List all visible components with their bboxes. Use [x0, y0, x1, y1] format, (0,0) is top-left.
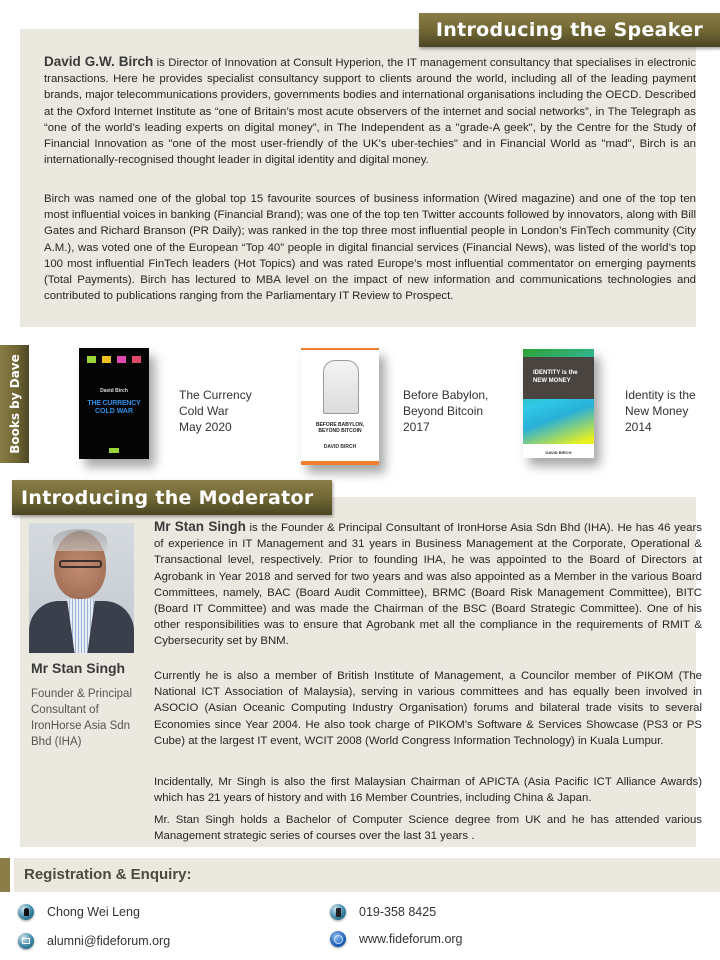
registration-accent-bar: [0, 858, 10, 892]
person-icon: [18, 904, 34, 920]
moderator-header-text: Introducing the Moderator: [21, 486, 314, 509]
moderator-title: [31, 686, 132, 750]
speaker-name: David G.W. Birch: [44, 54, 154, 69]
ship-graphic: [109, 448, 119, 453]
book-2-title-line-2: Beyond Bitcoin: [403, 404, 484, 418]
contact-website-link[interactable]: www.fideforum.org: [359, 932, 463, 946]
book-2-title-line-1: Before Babylon,: [403, 388, 489, 402]
moderator-bio-para-2: Currently he is also a member of British Institute of Management, a Councilor member of PIKOM (The National ICT Association of Malaysia), serving in various committees and has equally been involved in ASOCIO (Asian Oceanic Computing Industry Organisation) forums and bilateral trade visits to several Economies since Year 2004. He also took charge of PIKOM’s Software & Services Showcase (PS3 or PS Cube) at the largest IT event, WCIT 2008 (World Congress Information Technology) in Kuala Lumpur.: [154, 670, 702, 747]
moderator-bio-para-1: [154, 519, 702, 650]
moderator-bio-name: Mr Stan Singh: [154, 519, 246, 534]
moderator-name: Mr Stan Singh: [31, 660, 126, 676]
machine-graphic: [323, 360, 359, 414]
speaker-bio-para-2: Birch was named one of the global top 15 favourite sources of business information (Wired magazine) and one of the top ten most influential voices in banking (Financial Brand); was one of the top ten Twitter accounts followed by innovators, along with Bill Gates and Richard Branson (PR Daily); was ranked in the top three most influential people in London’s FinTech community (City A.M.), was voted one of the European “Top 40” people in digital financial services (Financial News), was listed of the world’s top 100 most influential FinTech leaders (Hot Topics) and was rated Europe’s most influential commentator on emerging payments (Total Payments). Birch has lectured to MBA level on the impact of new information and communications technologies and contributed to publications ranging from the Parliamentary IT Review to Prospect.: [44, 193, 696, 303]
speaker-bio-para-1: [44, 54, 696, 168]
contact-phone[interactable]: [330, 904, 436, 920]
phone-icon: [330, 904, 346, 920]
moderator-title-line-2: Consultant of: [31, 704, 99, 716]
contact-website[interactable]: [330, 931, 463, 947]
moderator-title-line-3: IronHorse Asia Sdn: [31, 720, 131, 732]
book-2-date: 2017: [403, 420, 430, 434]
book-cover-currency-cold-war: [79, 348, 149, 459]
contact-phone-number[interactable]: 019-358 8425: [359, 905, 437, 919]
contact-name: Chong Wei Leng: [47, 905, 140, 919]
books-tab: [0, 345, 29, 463]
speaker-bio-text-1: is Director of Innovation at Consult Hyperion, the IT management consultancy that specialises in electronic transactions. Here he provides specialist consultancy support to clients around the world, including all of the leading payment brands, major telecommunications providers, governments bodies and international organisations including the OECD. Described at the Oxford Internet Institute as “one of Britain’s most acute observers of the internet and social networks”, in The Telegraph as “one of the world’s leading experts on digital money”, in The Independent as a "grade-A geek", by the Centre for the Study of Financial Innovation as "one of the most user-friendly of the UK's uber-techies" and in Financial World as "mad", Birch is an internationally-recognised thought leader in digital identity and digital money.: [44, 57, 696, 167]
book-3-caption: [625, 387, 696, 435]
book-3-cover-title-1: IDENTITY is the: [533, 370, 578, 376]
moderator-title-line-1: Founder & Principal: [31, 688, 132, 700]
book-1-caption: [179, 387, 252, 435]
contact-email[interactable]: [18, 933, 170, 949]
book-3-cover-author: DAVID BIRCH: [545, 450, 572, 455]
book-3-cover-title-2: NEW MONEY: [533, 378, 571, 384]
moderator-bio-para-4: Mr. Stan Singh holds a Bachelor of Computer Science degree from UK and he has attended various Management strategic series of courses over the last 31 years .: [154, 814, 702, 843]
photo-glasses: [59, 560, 102, 568]
book-1-cover-title-1: THE CURRENCY: [87, 400, 141, 407]
book-cover-before-babylon: [301, 348, 379, 465]
contact-person: [18, 904, 140, 920]
book-1-title-line-2: Cold War: [179, 404, 229, 418]
registration-header: Registration & Enquiry:: [24, 866, 192, 883]
speaker-header: [419, 13, 720, 47]
contact-email-link[interactable]: alumni@fideforum.org: [47, 934, 171, 948]
globe-icon: [330, 931, 346, 947]
book-3-title-line-2: New Money: [625, 404, 689, 418]
moderator-header: [12, 480, 332, 515]
book-3-title-line-1: Identity is the: [625, 388, 696, 402]
book-1-title-line-1: The Currency: [179, 388, 252, 402]
book-cover-identity-new-money: [523, 349, 594, 458]
books-tab-label: Books by Dave: [7, 354, 22, 454]
moderator-photo: [29, 523, 134, 653]
book-2-caption: [403, 387, 488, 435]
book-3-date: 2014: [625, 420, 652, 434]
book-2-cover-author: DAVID BIRCH: [323, 444, 357, 450]
book-1-cover-title-2: COLD WAR: [94, 408, 134, 415]
moderator-title-line-4: Bhd (IHA): [31, 736, 82, 748]
speaker-header-text: Introducing the Speaker: [435, 19, 704, 41]
book-2-cover-title-2: BEYOND BITCOIN: [318, 428, 362, 434]
moderator-bio-text-1: is the Founder & Principal Consultant of IronHorse Asia Sdn Bhd (IHA). He has 46 years of experience in IT Management and 31 years in Business Management at the Corporate, Operational & Transactional level, respectively. Prior to founding IHA, he was appointed to the Board of Directors at Agrobank in Year 2018 and served for two years and was also appointed as a Member in the various Board Committees, namely, BAC (Board Audit Committee), BRMC (Board Risk Management Committee), BITC (Board IT Committee) and was made the Chairman of the BSC (Board Strategic Committee). One of his other responsibilities was to ensure that Agrobank met all the compliance in the requirements of RMIT & Cybersecurity set by BNM.: [154, 522, 703, 648]
book-2-cover-title-1: BEFORE BABYLON,: [315, 422, 365, 428]
moderator-bio-para-3: Incidentally, Mr Singh is also the first Malaysian Chairman of APICTA (Asia Pacific ICT Alliance Awards) which has 21 years of history and with 16 Member Countries, including China & Japan.: [154, 776, 702, 805]
photo-hair: [53, 529, 107, 551]
book-1-date: May 2020: [179, 420, 232, 434]
book-1-cover-author: David Birch: [100, 388, 128, 394]
email-icon: [18, 933, 34, 949]
space-invaders-graphic: [87, 356, 141, 364]
